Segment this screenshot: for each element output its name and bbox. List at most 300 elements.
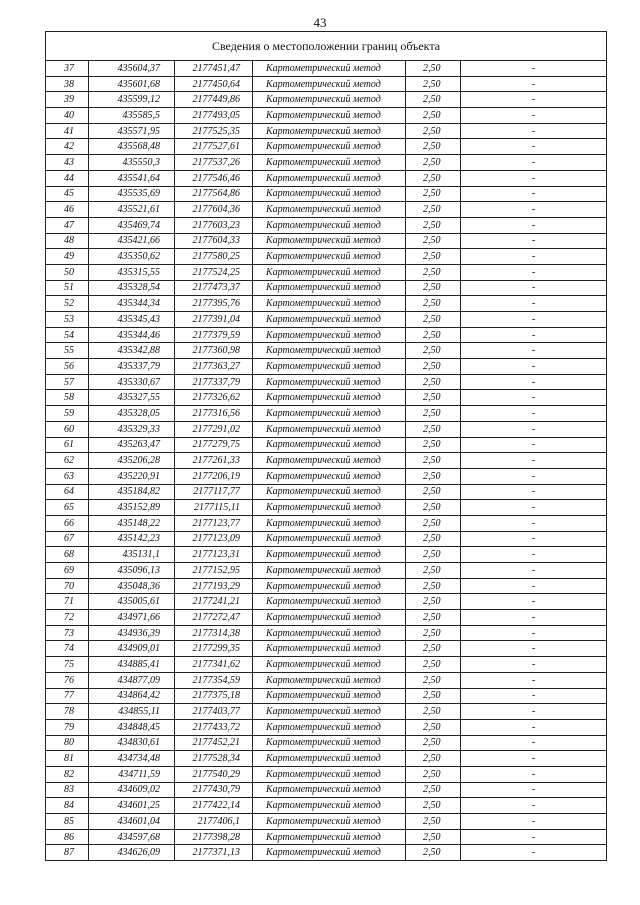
y-coordinate-cell: 2177363,27 xyxy=(175,359,253,375)
x-coordinate-cell: 435601,68 xyxy=(89,76,175,92)
accuracy-cell: 2,50 xyxy=(406,123,461,139)
y-coordinate-cell: 2177422,14 xyxy=(175,798,253,814)
point-number-cell: 65 xyxy=(46,500,89,516)
table-row xyxy=(46,312,607,328)
table-row xyxy=(46,719,607,735)
x-coordinate-cell: 435206,28 xyxy=(89,453,175,469)
y-coordinate-cell: 2177123,09 xyxy=(175,531,253,547)
method-cell: Картометрический метод xyxy=(253,390,406,406)
y-coordinate-cell: 2177604,36 xyxy=(175,202,253,218)
method-cell: Картометрический метод xyxy=(253,108,406,124)
accuracy-cell: 2,50 xyxy=(406,76,461,92)
y-coordinate-cell: 2177272,47 xyxy=(175,610,253,626)
point-number-cell: 59 xyxy=(46,406,89,422)
accuracy-cell: 2,50 xyxy=(406,217,461,233)
accuracy-cell: 2,50 xyxy=(406,61,461,77)
accuracy-cell: 2,50 xyxy=(406,202,461,218)
table-row xyxy=(46,390,607,406)
accuracy-cell: 2,50 xyxy=(406,563,461,579)
accuracy-cell: 2,50 xyxy=(406,515,461,531)
method-cell: Картометрический метод xyxy=(253,672,406,688)
x-coordinate-cell: 435541,64 xyxy=(89,170,175,186)
method-cell: Картометрический метод xyxy=(253,610,406,626)
point-number-cell: 67 xyxy=(46,531,89,547)
point-number-cell: 56 xyxy=(46,359,89,375)
table-row xyxy=(46,625,607,641)
accuracy-cell: 2,50 xyxy=(406,531,461,547)
accuracy-cell: 2,50 xyxy=(406,625,461,641)
table-row xyxy=(46,672,607,688)
x-coordinate-cell: 435330,67 xyxy=(89,374,175,390)
table-row xyxy=(46,108,607,124)
x-coordinate-cell: 435096,13 xyxy=(89,563,175,579)
point-number-cell: 80 xyxy=(46,735,89,751)
description-cell: - xyxy=(461,406,607,422)
accuracy-cell: 2,50 xyxy=(406,547,461,563)
method-cell: Картометрический метод xyxy=(253,531,406,547)
table-row xyxy=(46,437,607,453)
method-cell: Картометрический метод xyxy=(253,421,406,437)
x-coordinate-cell: 434626,09 xyxy=(89,845,175,861)
description-cell: - xyxy=(461,61,607,77)
point-number-cell: 63 xyxy=(46,468,89,484)
table-row xyxy=(46,374,607,390)
x-coordinate-cell: 434734,48 xyxy=(89,751,175,767)
x-coordinate-cell: 434936,39 xyxy=(89,625,175,641)
table-row xyxy=(46,814,607,830)
accuracy-cell: 2,50 xyxy=(406,186,461,202)
description-cell: - xyxy=(461,359,607,375)
table-row xyxy=(46,484,607,500)
table-row xyxy=(46,515,607,531)
x-coordinate-cell: 435585,5 xyxy=(89,108,175,124)
x-coordinate-cell: 435152,89 xyxy=(89,500,175,516)
x-coordinate-cell: 434855,11 xyxy=(89,704,175,720)
description-cell: - xyxy=(461,92,607,108)
point-number-cell: 44 xyxy=(46,170,89,186)
point-number-cell: 50 xyxy=(46,264,89,280)
x-coordinate-cell: 435329,33 xyxy=(89,421,175,437)
point-number-cell: 75 xyxy=(46,657,89,673)
point-number-cell: 47 xyxy=(46,217,89,233)
description-cell: - xyxy=(461,468,607,484)
method-cell: Картометрический метод xyxy=(253,829,406,845)
accuracy-cell: 2,50 xyxy=(406,704,461,720)
method-cell: Картометрический метод xyxy=(253,249,406,265)
y-coordinate-cell: 2177493,05 xyxy=(175,108,253,124)
accuracy-cell: 2,50 xyxy=(406,719,461,735)
accuracy-cell: 2,50 xyxy=(406,766,461,782)
description-cell: - xyxy=(461,563,607,579)
method-cell: Картометрический метод xyxy=(253,312,406,328)
description-cell: - xyxy=(461,625,607,641)
y-coordinate-cell: 2177341,62 xyxy=(175,657,253,673)
method-cell: Картометрический метод xyxy=(253,186,406,202)
table-row xyxy=(46,704,607,720)
accuracy-cell: 2,50 xyxy=(406,688,461,704)
description-cell: - xyxy=(461,76,607,92)
x-coordinate-cell: 434877,09 xyxy=(89,672,175,688)
description-cell: - xyxy=(461,390,607,406)
method-cell: Картометрический метод xyxy=(253,202,406,218)
method-cell: Картометрический метод xyxy=(253,343,406,359)
point-number-cell: 76 xyxy=(46,672,89,688)
table-row xyxy=(46,829,607,845)
method-cell: Картометрический метод xyxy=(253,766,406,782)
y-coordinate-cell: 2177540,29 xyxy=(175,766,253,782)
description-cell: - xyxy=(461,735,607,751)
table-row xyxy=(46,657,607,673)
point-number-cell: 45 xyxy=(46,186,89,202)
y-coordinate-cell: 2177375,18 xyxy=(175,688,253,704)
table-row xyxy=(46,186,607,202)
accuracy-cell: 2,50 xyxy=(406,484,461,500)
description-cell: - xyxy=(461,264,607,280)
description-cell: - xyxy=(461,233,607,249)
accuracy-cell: 2,50 xyxy=(406,453,461,469)
x-coordinate-cell: 435315,55 xyxy=(89,264,175,280)
x-coordinate-cell: 435328,54 xyxy=(89,280,175,296)
table-row xyxy=(46,578,607,594)
x-coordinate-cell: 435421,66 xyxy=(89,233,175,249)
method-cell: Картометрический метод xyxy=(253,625,406,641)
y-coordinate-cell: 2177206,19 xyxy=(175,468,253,484)
y-coordinate-cell: 2177316,56 xyxy=(175,406,253,422)
x-coordinate-cell: 435469,74 xyxy=(89,217,175,233)
table-row xyxy=(46,264,607,280)
method-cell: Картометрический метод xyxy=(253,468,406,484)
method-cell: Картометрический метод xyxy=(253,515,406,531)
table-row xyxy=(46,845,607,861)
x-coordinate-cell: 434885,41 xyxy=(89,657,175,673)
point-number-cell: 58 xyxy=(46,390,89,406)
accuracy-cell: 2,50 xyxy=(406,782,461,798)
method-cell: Картометрический метод xyxy=(253,139,406,155)
method-cell: Картометрический метод xyxy=(253,374,406,390)
method-cell: Картометрический метод xyxy=(253,688,406,704)
point-number-cell: 38 xyxy=(46,76,89,92)
y-coordinate-cell: 2177291,02 xyxy=(175,421,253,437)
accuracy-cell: 2,50 xyxy=(406,155,461,171)
point-number-cell: 86 xyxy=(46,829,89,845)
y-coordinate-cell: 2177580,25 xyxy=(175,249,253,265)
x-coordinate-cell: 435142,23 xyxy=(89,531,175,547)
method-cell: Картометрический метод xyxy=(253,61,406,77)
y-coordinate-cell: 2177371,13 xyxy=(175,845,253,861)
point-number-cell: 81 xyxy=(46,751,89,767)
point-number-cell: 42 xyxy=(46,139,89,155)
description-cell: - xyxy=(461,578,607,594)
method-cell: Картометрический метод xyxy=(253,123,406,139)
x-coordinate-cell: 435344,34 xyxy=(89,296,175,312)
method-cell: Картометрический метод xyxy=(253,578,406,594)
point-number-cell: 48 xyxy=(46,233,89,249)
point-number-cell: 71 xyxy=(46,594,89,610)
x-coordinate-cell: 435604,37 xyxy=(89,61,175,77)
y-coordinate-cell: 2177528,34 xyxy=(175,751,253,767)
accuracy-cell: 2,50 xyxy=(406,672,461,688)
y-coordinate-cell: 2177398,28 xyxy=(175,829,253,845)
x-coordinate-cell: 435131,1 xyxy=(89,547,175,563)
accuracy-cell: 2,50 xyxy=(406,610,461,626)
description-cell: - xyxy=(461,327,607,343)
description-cell: - xyxy=(461,202,607,218)
y-coordinate-cell: 2177525,35 xyxy=(175,123,253,139)
x-coordinate-cell: 434601,25 xyxy=(89,798,175,814)
x-coordinate-cell: 434909,01 xyxy=(89,641,175,657)
point-number-cell: 43 xyxy=(46,155,89,171)
point-number-cell: 40 xyxy=(46,108,89,124)
point-number-cell: 54 xyxy=(46,327,89,343)
method-cell: Картометрический метод xyxy=(253,296,406,312)
description-cell: - xyxy=(461,515,607,531)
point-number-cell: 85 xyxy=(46,814,89,830)
method-cell: Картометрический метод xyxy=(253,92,406,108)
y-coordinate-cell: 2177603,23 xyxy=(175,217,253,233)
method-cell: Картометрический метод xyxy=(253,406,406,422)
point-number-cell: 53 xyxy=(46,312,89,328)
description-cell: - xyxy=(461,108,607,124)
y-coordinate-cell: 2177406,1 xyxy=(175,814,253,830)
accuracy-cell: 2,50 xyxy=(406,374,461,390)
x-coordinate-cell: 434609,02 xyxy=(89,782,175,798)
y-coordinate-cell: 2177449,86 xyxy=(175,92,253,108)
y-coordinate-cell: 2177354,59 xyxy=(175,672,253,688)
method-cell: Картометрический метод xyxy=(253,327,406,343)
method-cell: Картометрический метод xyxy=(253,264,406,280)
y-coordinate-cell: 2177123,77 xyxy=(175,515,253,531)
method-cell: Картометрический метод xyxy=(253,782,406,798)
description-cell: - xyxy=(461,782,607,798)
method-cell: Картометрический метод xyxy=(253,704,406,720)
y-coordinate-cell: 2177241,21 xyxy=(175,594,253,610)
y-coordinate-cell: 2177430,79 xyxy=(175,782,253,798)
y-coordinate-cell: 2177115,11 xyxy=(175,500,253,516)
x-coordinate-cell: 434864,42 xyxy=(89,688,175,704)
table-row xyxy=(46,751,607,767)
method-cell: Картометрический метод xyxy=(253,233,406,249)
point-number-cell: 70 xyxy=(46,578,89,594)
method-cell: Картометрический метод xyxy=(253,280,406,296)
accuracy-cell: 2,50 xyxy=(406,406,461,422)
x-coordinate-cell: 435220,91 xyxy=(89,468,175,484)
accuracy-cell: 2,50 xyxy=(406,751,461,767)
table-row xyxy=(46,531,607,547)
method-cell: Картометрический метод xyxy=(253,845,406,861)
accuracy-cell: 2,50 xyxy=(406,798,461,814)
description-cell: - xyxy=(461,829,607,845)
x-coordinate-cell: 434848,45 xyxy=(89,719,175,735)
table-row xyxy=(46,610,607,626)
y-coordinate-cell: 2177299,35 xyxy=(175,641,253,657)
point-number-cell: 66 xyxy=(46,515,89,531)
method-cell: Картометрический метод xyxy=(253,719,406,735)
description-cell: - xyxy=(461,704,607,720)
description-cell: - xyxy=(461,170,607,186)
table-title-row xyxy=(46,32,607,61)
table-row xyxy=(46,766,607,782)
point-number-cell: 37 xyxy=(46,61,89,77)
y-coordinate-cell: 2177337,79 xyxy=(175,374,253,390)
accuracy-cell: 2,50 xyxy=(406,249,461,265)
point-number-cell: 82 xyxy=(46,766,89,782)
description-cell: - xyxy=(461,657,607,673)
point-number-cell: 46 xyxy=(46,202,89,218)
table-row xyxy=(46,61,607,77)
x-coordinate-cell: 435344,46 xyxy=(89,327,175,343)
y-coordinate-cell: 2177395,76 xyxy=(175,296,253,312)
method-cell: Картометрический метод xyxy=(253,484,406,500)
point-number-cell: 39 xyxy=(46,92,89,108)
description-cell: - xyxy=(461,453,607,469)
accuracy-cell: 2,50 xyxy=(406,735,461,751)
table-row xyxy=(46,76,607,92)
table-row xyxy=(46,453,607,469)
y-coordinate-cell: 2177152,95 xyxy=(175,563,253,579)
description-cell: - xyxy=(461,296,607,312)
description-cell: - xyxy=(461,547,607,563)
description-cell: - xyxy=(461,155,607,171)
x-coordinate-cell: 435342,88 xyxy=(89,343,175,359)
accuracy-cell: 2,50 xyxy=(406,468,461,484)
description-cell: - xyxy=(461,123,607,139)
table-row xyxy=(46,735,607,751)
point-number-cell: 49 xyxy=(46,249,89,265)
description-cell: - xyxy=(461,814,607,830)
method-cell: Картометрический метод xyxy=(253,155,406,171)
table-row xyxy=(46,594,607,610)
x-coordinate-cell: 434601,04 xyxy=(89,814,175,830)
table-row xyxy=(46,170,607,186)
y-coordinate-cell: 2177433,72 xyxy=(175,719,253,735)
x-coordinate-cell: 435350,62 xyxy=(89,249,175,265)
method-cell: Картометрический метод xyxy=(253,170,406,186)
method-cell: Картометрический метод xyxy=(253,217,406,233)
method-cell: Картометрический метод xyxy=(253,814,406,830)
table-body xyxy=(46,32,607,861)
description-cell: - xyxy=(461,484,607,500)
y-coordinate-cell: 2177326,62 xyxy=(175,390,253,406)
point-number-cell: 73 xyxy=(46,625,89,641)
point-number-cell: 69 xyxy=(46,563,89,579)
accuracy-cell: 2,50 xyxy=(406,280,461,296)
description-cell: - xyxy=(461,312,607,328)
y-coordinate-cell: 2177193,29 xyxy=(175,578,253,594)
description-cell: - xyxy=(461,751,607,767)
description-cell: - xyxy=(461,688,607,704)
method-cell: Картометрический метод xyxy=(253,735,406,751)
table-row xyxy=(46,280,607,296)
x-coordinate-cell: 434830,61 xyxy=(89,735,175,751)
table-row xyxy=(46,547,607,563)
table-row xyxy=(46,123,607,139)
accuracy-cell: 2,50 xyxy=(406,641,461,657)
method-cell: Картометрический метод xyxy=(253,500,406,516)
description-cell: - xyxy=(461,139,607,155)
method-cell: Картометрический метод xyxy=(253,657,406,673)
x-coordinate-cell: 435599,12 xyxy=(89,92,175,108)
point-number-cell: 60 xyxy=(46,421,89,437)
table-row xyxy=(46,468,607,484)
description-cell: - xyxy=(461,186,607,202)
method-cell: Картометрический метод xyxy=(253,453,406,469)
accuracy-cell: 2,50 xyxy=(406,233,461,249)
description-cell: - xyxy=(461,217,607,233)
y-coordinate-cell: 2177403,77 xyxy=(175,704,253,720)
point-number-cell: 83 xyxy=(46,782,89,798)
table-row xyxy=(46,217,607,233)
y-coordinate-cell: 2177360,98 xyxy=(175,343,253,359)
table-row xyxy=(46,798,607,814)
description-cell: - xyxy=(461,719,607,735)
accuracy-cell: 2,50 xyxy=(406,343,461,359)
method-cell: Картометрический метод xyxy=(253,751,406,767)
x-coordinate-cell: 435535,69 xyxy=(89,186,175,202)
table-row xyxy=(46,688,607,704)
point-number-cell: 51 xyxy=(46,280,89,296)
method-cell: Картометрический метод xyxy=(253,359,406,375)
method-cell: Картометрический метод xyxy=(253,437,406,453)
description-cell: - xyxy=(461,437,607,453)
table-title: Сведения о местоположении границ объекта xyxy=(46,32,607,61)
description-cell: - xyxy=(461,421,607,437)
table-row xyxy=(46,202,607,218)
x-coordinate-cell: 435005,61 xyxy=(89,594,175,610)
y-coordinate-cell: 2177450,64 xyxy=(175,76,253,92)
accuracy-cell: 2,50 xyxy=(406,578,461,594)
y-coordinate-cell: 2177546,46 xyxy=(175,170,253,186)
description-cell: - xyxy=(461,343,607,359)
boundary-coordinates-table xyxy=(45,31,607,861)
x-coordinate-cell: 435568,48 xyxy=(89,139,175,155)
table-row xyxy=(46,782,607,798)
accuracy-cell: 2,50 xyxy=(406,390,461,406)
method-cell: Картометрический метод xyxy=(253,641,406,657)
description-cell: - xyxy=(461,672,607,688)
x-coordinate-cell: 434971,66 xyxy=(89,610,175,626)
method-cell: Картометрический метод xyxy=(253,563,406,579)
accuracy-cell: 2,50 xyxy=(406,657,461,673)
table-row xyxy=(46,563,607,579)
accuracy-cell: 2,50 xyxy=(406,170,461,186)
description-cell: - xyxy=(461,249,607,265)
y-coordinate-cell: 2177279,75 xyxy=(175,437,253,453)
y-coordinate-cell: 2177379,59 xyxy=(175,327,253,343)
accuracy-cell: 2,50 xyxy=(406,108,461,124)
description-cell: - xyxy=(461,610,607,626)
method-cell: Картометрический метод xyxy=(253,547,406,563)
method-cell: Картометрический метод xyxy=(253,76,406,92)
accuracy-cell: 2,50 xyxy=(406,845,461,861)
point-number-cell: 61 xyxy=(46,437,89,453)
y-coordinate-cell: 2177524,25 xyxy=(175,264,253,280)
table-row xyxy=(46,92,607,108)
table-row xyxy=(46,155,607,171)
method-cell: Картометрический метод xyxy=(253,798,406,814)
x-coordinate-cell: 435184,82 xyxy=(89,484,175,500)
table-row xyxy=(46,359,607,375)
y-coordinate-cell: 2177564,86 xyxy=(175,186,253,202)
description-cell: - xyxy=(461,500,607,516)
x-coordinate-cell: 435521,61 xyxy=(89,202,175,218)
accuracy-cell: 2,50 xyxy=(406,814,461,830)
y-coordinate-cell: 2177117,77 xyxy=(175,484,253,500)
y-coordinate-cell: 2177527,61 xyxy=(175,139,253,155)
y-coordinate-cell: 2177452,21 xyxy=(175,735,253,751)
y-coordinate-cell: 2177604,33 xyxy=(175,233,253,249)
y-coordinate-cell: 2177451,47 xyxy=(175,61,253,77)
accuracy-cell: 2,50 xyxy=(406,264,461,280)
